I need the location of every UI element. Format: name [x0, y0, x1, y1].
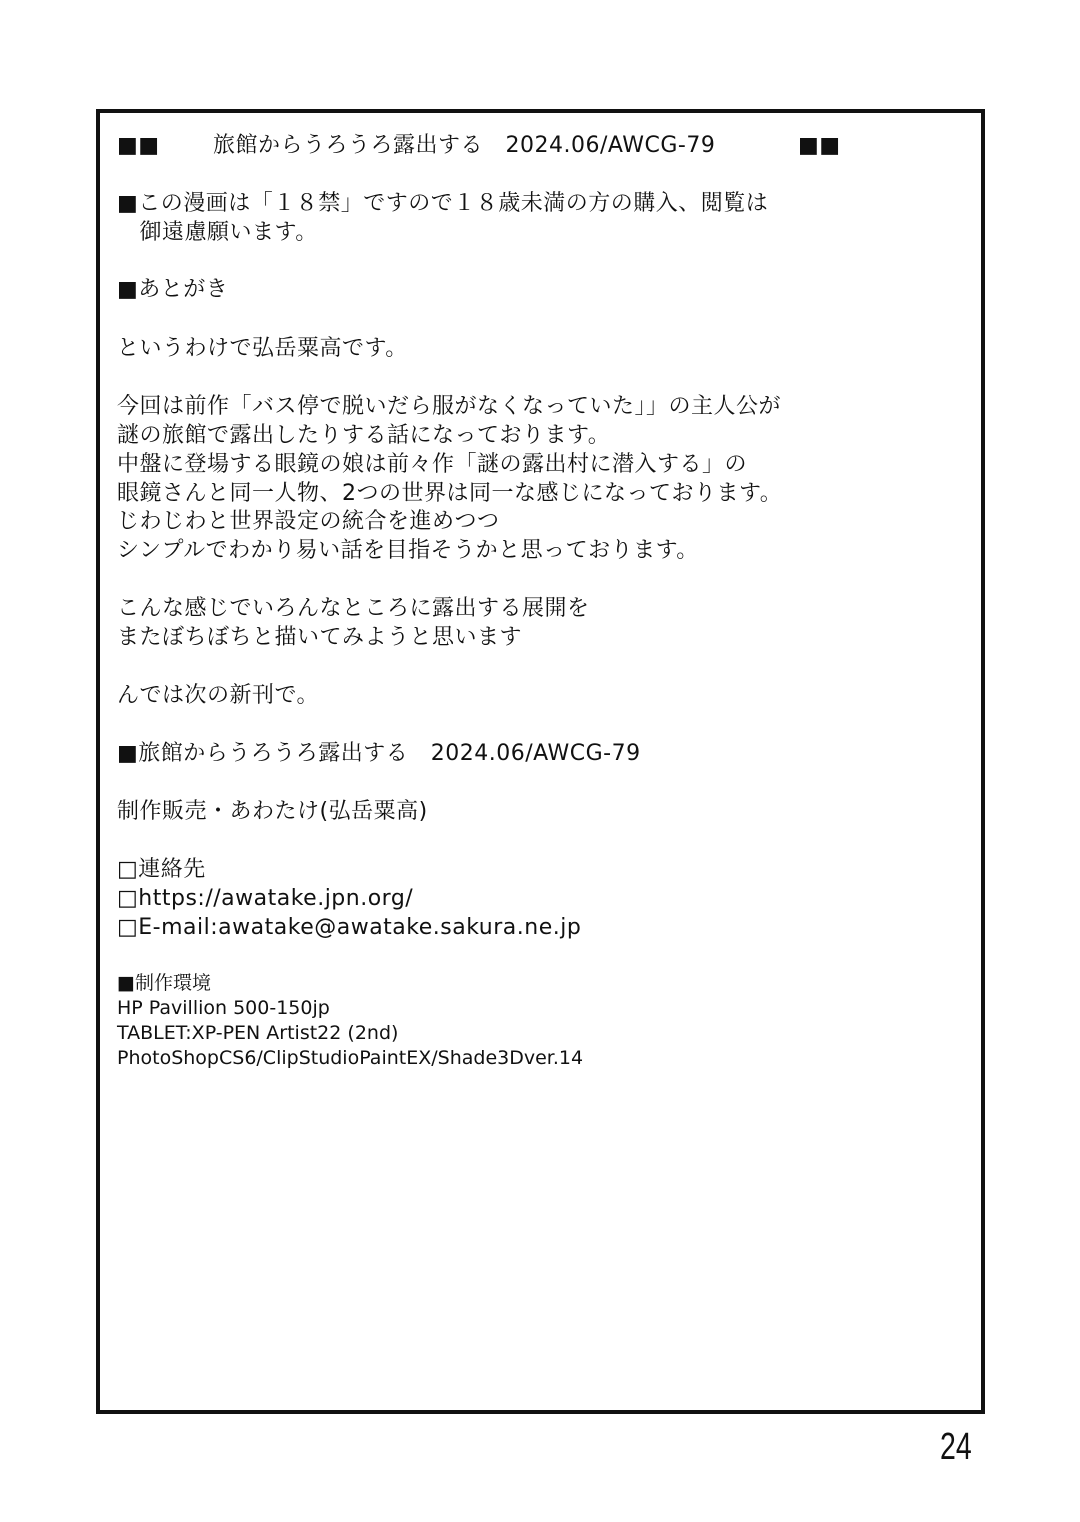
header-left-marks: ■■	[117, 133, 160, 158]
notice-line: ■この漫画は「１８禁」ですので１８歳未満の方の購入、閲覧は	[117, 191, 769, 216]
notice-line: 御遠慮願います。	[117, 220, 318, 245]
environment-item: PhotoShopCS6/ClipStudioPaintEX/Shade3Dver.14	[117, 1047, 584, 1069]
paragraph-line: シンプルでわかり易い話を目指そうかと思っております。	[117, 538, 699, 563]
closing-line: んでは次の新刊で。	[117, 683, 320, 708]
paragraph-line: じわじわと世界設定の統合を進めつつ	[117, 509, 500, 534]
environment-heading: ■制作環境	[117, 972, 211, 994]
environment-item: HP Pavillion 500-150jp	[117, 997, 330, 1019]
paragraph-line: 眼鏡さんと同一人物、2つの世界は同一な感じになっております。	[117, 481, 783, 506]
page-number: 24	[940, 1426, 972, 1468]
contact-email: □E-mail:awatake@awatake.sakura.ne.jp	[117, 915, 582, 940]
paragraph-line: こんな感じでいろんなところに露出する展開を	[117, 596, 590, 621]
paragraph-line: 中盤に登場する眼鏡の娘は前々作「謎の露出村に潜入する」の	[117, 452, 748, 477]
paragraph-line: またぼちぼちと描いてみようと思います	[117, 625, 523, 650]
paragraph-line: 今回は前作「バス停で脱いだら服がなくなっていた」」の主人公が	[117, 394, 782, 419]
header-title: 旅館からうろうろ露出する 2024.06/AWCG-79	[213, 133, 716, 158]
contact-heading: □連絡先	[117, 857, 206, 882]
intro-line: というわけで弘岳粟高です。	[117, 336, 408, 361]
publisher-line: 制作販売・あわたけ(弘岳粟高)	[117, 799, 428, 824]
header-right-marks: ■■	[798, 133, 841, 158]
contact-url: □https://awatake.jpn.org/	[117, 886, 414, 911]
afterword-heading: ■あとがき	[117, 277, 229, 302]
colophon-title: ■旅館からうろうろ露出する 2024.06/AWCG-79	[117, 741, 641, 766]
environment-item: TABLET:XP-PEN Artist22 (2nd)	[117, 1022, 399, 1044]
paragraph-line: 謎の旅館で露出したりする話になっております。	[117, 423, 611, 448]
